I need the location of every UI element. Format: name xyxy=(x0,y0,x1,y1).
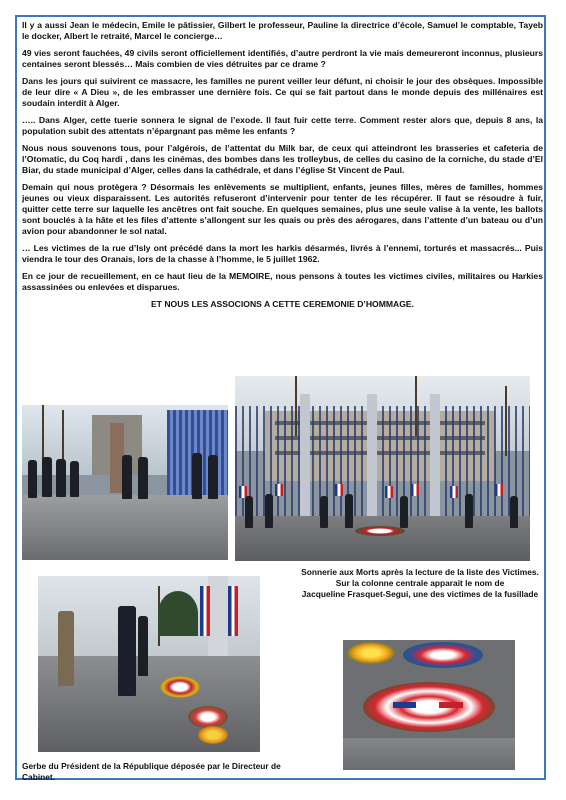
caption-sonnerie-line-3: Jacqueline Frasquet-Segui, une des victimes de la fusillade xyxy=(301,589,539,599)
photo-ceremony-flags xyxy=(235,376,530,561)
paragraph-harkis: … Les victimes de la rue d’Isly ont précédé dans la mort les harkis désarmés, livrés à l’ennemi, torturés et massacrés... Puis viendra le tour des Oranais, lors de la chasse à l’homme, le 5 juillet 1962. xyxy=(22,243,543,264)
paragraph-attacks: Nous nous souvenons tous, pour l’algérois, de l’attentat du Milk bar, de ceux qui atteindront les brasseries et cafeteria de l’Otomatic, du Coq hardi , dans les cinémas, des bombes dans les trolleybus, de celles du casino de la corniche, du stade d’El Biar, du stade municipal d’Alger, celles dans la cathédrale, et dans l’église St Vincent de Paul. xyxy=(22,143,543,175)
caption-sonnerie-line-2: Sur la colonne centrale apparait le nom de xyxy=(335,578,505,588)
caption-gerbe: Gerbe du Président de la République déposée par le Directeur de Cabinet. xyxy=(22,761,281,782)
paragraph-remembrance: En ce jour de recueillement, en ce haut lieu de la MEMOIRE, nous pensons à toutes les victimes civiles, militaires ou Harkies assassinées ou enlevées et disparues. xyxy=(22,271,543,292)
paragraph-victims: 49 vies seront fauchées, 49 civils seront officiellement identifiés, d’autre perdront la vie mais demeureront inconnus, plusieurs centaines seront blessés… Mais combien de vies détruites par ce drame ? xyxy=(22,48,543,69)
article-text xyxy=(22,20,543,316)
paragraph-kidnappings: Demain qui nous protègera ? Désormais les enlèvements se multiplient, enfants, jeunes filles, mères de familles, hommes jeunes ou vieux disparaissent. Les autorités refuseront d’intervenir pour tenter de les récupérer. Il faut se résoudre à fuir, quitter cette terre sur laquelle les ancêtres ont fait souche. En quelques semaines, plus une seule valise à la vente, les ballots sont bouclés à la hâte et les files d’attente s’allongent sur les quais ou près des aérogares, dans l’attente d’un bateau ou d’un avion pour abandonner le sol natal. xyxy=(22,182,543,236)
photo-wreath-laying xyxy=(38,576,260,752)
caption-sonnerie xyxy=(300,567,540,600)
photo-ceremony-musicians xyxy=(22,405,228,560)
photo-wreaths-closeup xyxy=(343,640,515,770)
paragraph-aftermath: Dans les jours qui suivirent ce massacre, les familles ne purent veiller leur défunt, ni choisir le jour des obsèques. Impossible de leur dire « A Dieu », de les embrasser une dernière fois. Ce qui se fait partout dans le monde depuis des millénaires est soudain interdit à Alger. xyxy=(22,76,543,108)
paragraph-names: Il y a aussi Jean le médecin, Emile le pâtissier, Gilbert le professeur, Pauline la directrice d’école, Samuel le comptable, Tayeb le docker, Albert le retraité, Marcel le concierge… xyxy=(22,20,543,41)
caption-sonnerie-line-1: Sonnerie aux Morts après la lecture de la liste des Victimes. xyxy=(301,567,539,577)
closing-title: ET NOUS LES ASSOCIONS A CETTE CEREMONIE D’HOMMAGE. xyxy=(150,299,415,309)
paragraph-exodus: ….. Dans Alger, cette tuerie sonnera le signal de l’exode. Il faut fuir cette terre. Comment rester alors que, depuis 8 ans, la population subit des attentats n’épargnant pas même les enfants ? xyxy=(22,115,543,136)
